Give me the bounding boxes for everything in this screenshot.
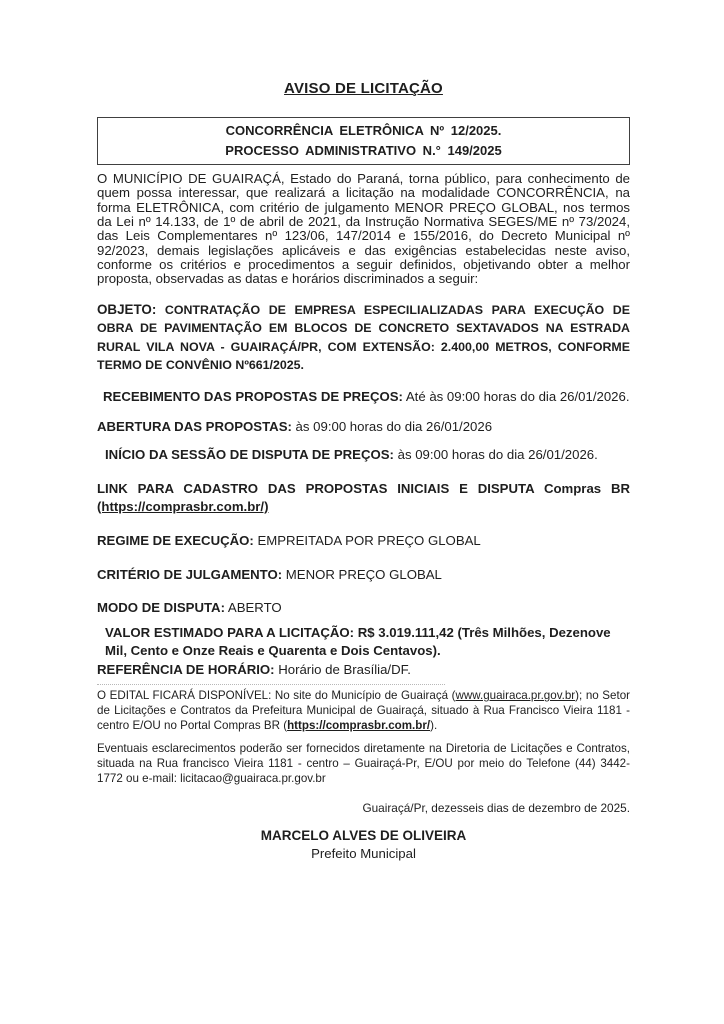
recebimento-label: RECEBIMENTO DAS PROPOSTAS DE PREÇOS:	[103, 388, 403, 404]
referencia-horario-label: REFERÊNCIA DE HORÁRIO:	[97, 661, 275, 677]
abertura-value: às 09:00 horas do dia 26/01/2026	[291, 419, 493, 435]
inicio-disputa-value: às 09:00 horas do dia 26/01/2026.	[393, 446, 598, 462]
referencia-horario-line	[97, 662, 630, 679]
link-cadastro-label: LINK PARA CADASTRO DAS PROPOSTAS INICIAIS E DISPUTA Compras BR	[97, 481, 630, 497]
criterio-value: MENOR PREÇO GLOBAL	[282, 566, 442, 582]
esclarecimentos-paragraph: Eventuais esclarecimentos poderão ser fornecidos diretamente na Diretoria de Licitações e Contratos, situada na Rua francisco Vieira 1181 - centro – Guairaçá-Pr, E/OU por meio do Telefone (44) 3442-1772 ou e-mail: licitacao@guairaca.pr.gov.br	[97, 741, 630, 785]
recebimento-line	[97, 389, 630, 406]
regime-line	[97, 533, 630, 550]
objeto-text: CONTRATAÇÃO DE EMPRESA ESPECILIALIZADAS PARA EXECUÇÃO DE OBRA DE PAVIMENTAÇÃO EM BLOCOS DE CONCRETO SEXTAVADOS NA ESTRADA RURAL VILA NOVA - GUAIRAÇÁ/PR, COM EXTENSÃO: 2.400,00 METROS, CONFORME TERMO DE CONVÊNIO Nº661/2025.	[97, 302, 630, 373]
inicio-disputa-label: INÍCIO DA SESSÃO DE DISPUTA DE PREÇOS:	[105, 446, 394, 462]
criterio-line	[97, 567, 630, 584]
edital-text-1: O EDITAL FICARÁ DISPONÍVEL: No site do Município de Guairaçá (	[97, 689, 456, 703]
process-header-box	[97, 117, 630, 165]
edital-text-3: ).	[430, 719, 438, 733]
abertura-label: ABERTURA DAS PROPOSTAS:	[97, 419, 292, 435]
valor-estimado-line: VALOR ESTIMADO PARA A LICITAÇÃO: R$ 3.019.111,42 (Três Milhões, Dezenove Mil, Cento e Onze Reais e Quarenta e Dois Centavos).	[105, 624, 611, 659]
signature-name: MARCELO ALVES DE OLIVEIRA	[260, 827, 467, 843]
comprasbr-link[interactable]: (https://comprasbr.com.br/)	[97, 498, 269, 514]
inicio-disputa-line	[97, 447, 630, 464]
guairaca-site-link[interactable]: www.guairaca.pr.gov.br	[455, 689, 576, 703]
regime-label: REGIME DE EXECUÇÃO:	[97, 533, 254, 549]
modo-disputa-label: MODO DE DISPUTA:	[97, 600, 225, 616]
edital-disponivel-paragraph	[97, 689, 630, 734]
link-cadastro-paragraph	[97, 480, 630, 515]
criterio-label: CRITÉRIO DE JULGAMENTO:	[97, 566, 283, 582]
modo-disputa-line	[97, 600, 630, 617]
intro-paragraph: O MUNICÍPIO DE GUAIRAÇÁ, Estado do Paraná, torna público, para conhecimento de quem possa interessar, que realizará a licitação na modalidade CONCORRÊNCIA, na forma ELETRÔNICA, com critério de julgamento MENOR PREÇO GLOBAL, nos termos da Lei nº 14.133, de 1º de abril de 2021, da Instrução Normativa SEGES/ME nº 73/2024, das Leis Complementares nº 123/06, 147/2014 e 155/2016, do Decreto Municipal nº 92/2023, demais legislações aplicáveis e das exigências estabelecidas neste aviso, conforme os critérios e procedimentos a seguir definidos, objetivando obter a melhor proposta, observadas as datas e horários discriminados a seguir:	[97, 171, 630, 287]
dateline: Guairaçá/Pr, dezesseis dias de dezembro de 2025.	[362, 800, 630, 815]
process-header-line2: PROCESSO ADMINISTRATIVO N.° 149/2025	[225, 143, 502, 158]
regime-value: EMPREITADA POR PREÇO GLOBAL	[253, 533, 481, 549]
comprasbr-portal-link[interactable]: https://comprasbr.com.br/	[287, 719, 431, 733]
objeto-paragraph	[97, 301, 630, 375]
recebimento-value: Até às 09:00 horas do dia 26/01/2026.	[402, 388, 630, 404]
abertura-line	[97, 419, 630, 436]
edital-text-2: ); no Setor de Licitações e Contratos da Prefeitura Municipal de Guairaçá, situado à Rua Francisco Vieira 1181 - centro E/OU no Portal Compras BR (	[97, 689, 630, 733]
modo-disputa-value: ABERTO	[224, 600, 282, 616]
process-header-line1: CONCORRÊNCIA ELETRÔNICA Nº 12/2025.	[225, 123, 502, 138]
page-title: AVISO DE LICITAÇÃO	[284, 80, 443, 97]
signature-role: Prefeito Municipal	[311, 845, 416, 861]
referencia-horario-value: Horário de Brasília/DF.	[274, 661, 411, 677]
faint-divider	[97, 684, 445, 685]
objeto-label: OBJETO:	[97, 301, 157, 317]
